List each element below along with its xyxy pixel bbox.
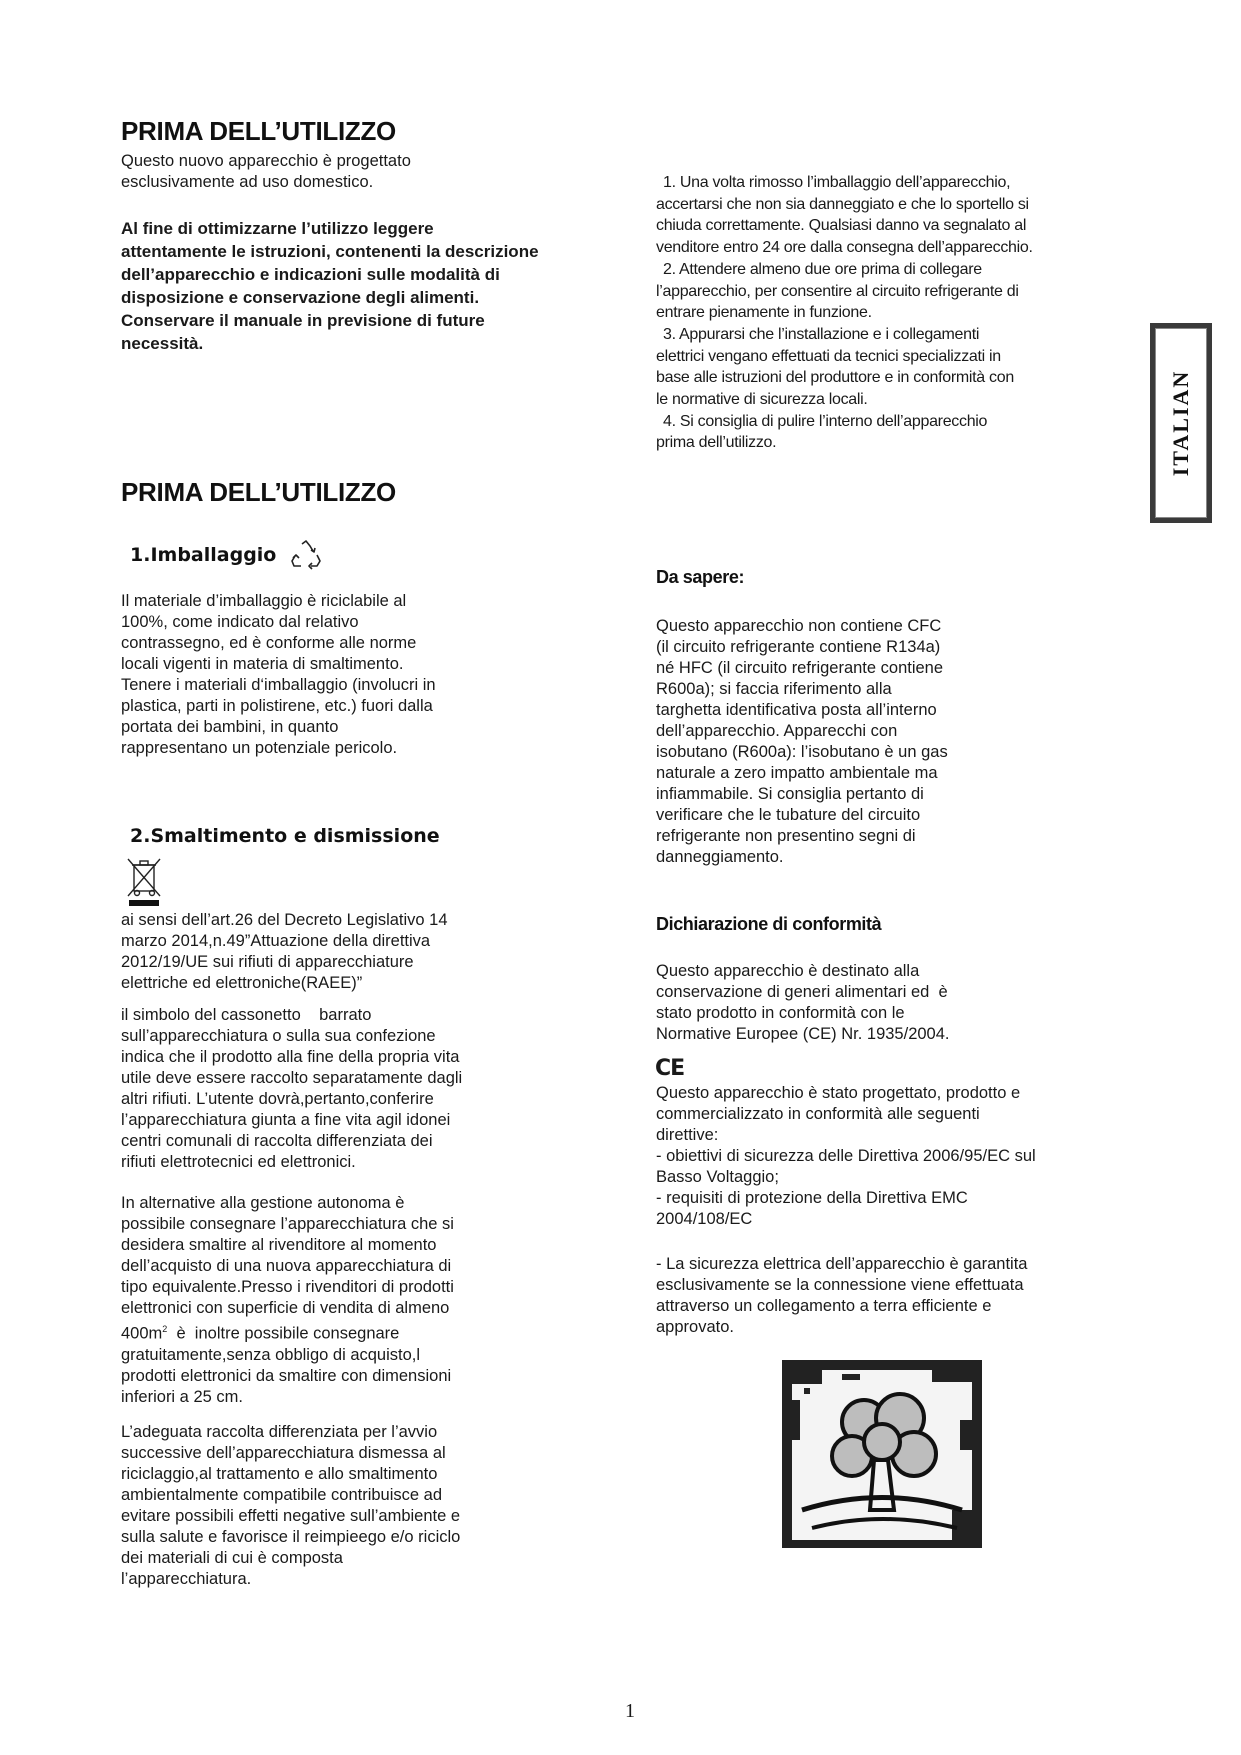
text-line: base alle istruzioni del produttore e in conformità con	[656, 369, 1014, 387]
directive-text	[656, 1083, 1106, 1230]
text-line: Normative Europee (CE) Nr. 1935/2004.	[656, 1025, 950, 1043]
text-line: accertarsi che non sia danneggiato e che lo sportello si	[656, 195, 1029, 213]
text-line: danneggiamento.	[656, 848, 784, 866]
intro-text	[121, 151, 591, 193]
text-line: né HFC (il circuito refrigerante contiene	[656, 659, 944, 677]
heading-number: 1.	[130, 544, 151, 566]
text-line: ai sensi dell’art.26 del Decreto Legislativo 14	[121, 911, 448, 929]
text-line: marzo 2014,n.49”Attuazione della direttiva	[121, 932, 431, 950]
text-line: dei materiali di cui è composta	[121, 1549, 343, 1567]
text-line: plastica, parti in polistirene, etc.) fuori dalla	[121, 697, 433, 715]
text-line: prodotti elettronici da smaltire con dimensioni	[121, 1366, 452, 1385]
text-line: stato prodotto in conformità con le	[656, 1004, 905, 1022]
text-line: necessità.	[121, 334, 204, 353]
text-line: 2. Attendere almeno due ore prima di collegare	[663, 260, 982, 278]
text-line: chiuda correttamente. Qualsiasi danno va segnalato al	[656, 217, 1027, 235]
area-sup: 2	[162, 1324, 168, 1334]
alternative-text	[121, 1193, 601, 1408]
text-line: desidera smaltire al rivenditore al momento	[121, 1236, 437, 1254]
da-sapere-heading: Da sapere:	[656, 567, 745, 587]
text-line: tipo equivalente.Presso i rivenditori di prodotti	[121, 1278, 454, 1296]
language-tab	[1150, 323, 1212, 523]
text-line: Questo nuovo apparecchio è progettato	[121, 152, 411, 170]
text-line: dell’acquisto di una nuova apparecchiatura di	[121, 1257, 452, 1275]
text-line: Il materiale d’imballaggio è riciclabile al	[121, 592, 407, 610]
imballaggio-text	[121, 591, 591, 759]
text-line: elettronici con superficie di vendita di almeno	[121, 1299, 450, 1317]
text-line: indica che il prodotto alla fine della propria vita	[121, 1048, 460, 1066]
conformita-heading: Dichiarazione di conformità	[656, 914, 882, 934]
text-line: successive dell’apparecchiatura dismessa al	[121, 1444, 446, 1462]
text-line: dell’apparecchio e indicazioni sulle modalità di	[121, 265, 500, 284]
heading-text: Smaltimento e dismissione	[150, 825, 440, 847]
text-line: centri comunali di raccolta differenziata dei	[121, 1132, 433, 1150]
text-line: attentamente le istruzioni, contenenti la descrizione	[121, 242, 539, 261]
heading-text: Imballaggio	[150, 544, 277, 566]
crossed-bin-icon	[124, 856, 164, 906]
text-line: 2004/108/EC	[656, 1210, 753, 1228]
text-line: infiammabile. Si consiglia pertanto di	[656, 785, 924, 803]
language-tab-label: ITALIAN	[1168, 369, 1193, 477]
text-line: riciclaggio,al trattamento e allo smaltimento	[121, 1465, 438, 1483]
recycle-icon	[290, 540, 322, 570]
text-line: il simbolo del cassonetto barrato	[121, 1006, 372, 1024]
text-line: commercializzato in conformità alle seguenti	[656, 1105, 980, 1123]
text-line: rifiuti elettrotecnici ed elettronici.	[121, 1153, 356, 1171]
page-title: PRIMA DELL’UTILIZZO	[121, 116, 396, 146]
area-value: 400m	[121, 1324, 163, 1343]
text-line: 1. Una volta rimosso l’imballaggio dell’apparecchio,	[663, 174, 1011, 191]
text-line: esclusivamente ad uso domestico.	[121, 173, 374, 191]
symbol-text	[121, 1005, 601, 1173]
text-line: possibile consegnare l’apparecchiatura che si	[121, 1215, 454, 1233]
text-line: elettriche ed elettroniche(RAEE)”	[121, 974, 363, 992]
text-line: Questo apparecchio è stato progettato, prodotto e	[656, 1084, 1021, 1102]
text-line: venditore entro 24 ore dalla consegna dell’apparecchio.	[656, 239, 1033, 257]
text-line: portata dei bambini, in quanto	[121, 718, 339, 736]
text-line: approvato.	[656, 1318, 734, 1336]
text-line: attraverso un collegamento a terra efficiente e	[656, 1297, 992, 1315]
text-line: - La sicurezza elettrica dell’apparecchio è garantita	[656, 1255, 1028, 1273]
text-line: refrigerante non presentino segni di	[656, 827, 916, 845]
da-sapere-text	[656, 616, 1096, 868]
imballaggio-heading	[130, 544, 276, 566]
text-line: Al fine di ottimizzarne l’utilizzo leggere	[121, 219, 434, 238]
ce-mark: CE	[655, 1056, 685, 1081]
text-line: ambientalmente compatibile contribuisce ad	[121, 1486, 443, 1504]
page-number: 1	[625, 1700, 635, 1722]
text-line: esclusivamente se la connessione viene effettuata	[656, 1276, 1024, 1294]
text-line: le normative di sicurezza locali.	[656, 391, 868, 409]
text-line: isobutano (R600a): l’isobutano è un gas	[656, 743, 948, 761]
text-line: Conservare il manuale in previsione di future	[121, 311, 485, 330]
text-line: targhetta identificativa posta all’interno	[656, 701, 937, 719]
conformita-text	[656, 961, 1096, 1045]
text-line: dell’apparecchio. Apparecchi con	[656, 722, 898, 740]
text-line: rappresentano un potenziale pericolo.	[121, 739, 398, 757]
area-rest: è inoltre possibile consegnare	[167, 1324, 400, 1343]
text-line: direttive:	[656, 1126, 719, 1144]
text-line: l’apparecchiatura giunta a fine vita agil idonei	[121, 1111, 451, 1129]
text-line: gratuitamente,senza obbligo di acquisto,l	[121, 1345, 421, 1364]
text-line: Questo apparecchio non contiene CFC	[656, 617, 942, 635]
text-line: L’adeguata raccolta differenziata per l’avvio	[121, 1423, 438, 1441]
text-line: elettrici vengano effettuati da tecnici specializzati in	[656, 347, 1001, 365]
text-line: prima dell’utilizzo.	[656, 434, 777, 452]
text-line: conservazione di generi alimentari ed è	[656, 983, 948, 1001]
text-line: 2012/19/UE sui rifiuti di apparecchiature	[121, 953, 414, 971]
text-line: naturale a zero impatto ambientale ma	[656, 764, 938, 782]
text-line: 3. Appurarsi che l’installazione e i collegamenti	[663, 325, 980, 343]
text-line: inferiori a 25 cm.	[121, 1387, 243, 1406]
reading-advice	[121, 217, 601, 355]
heading-number: 2.	[130, 825, 151, 847]
text-line: Basso Voltaggio;	[656, 1168, 779, 1186]
text-line: Questo apparecchio è destinato alla	[656, 962, 920, 980]
text-line: contrassegno, ed è conforme alle norme	[121, 634, 417, 652]
decree-text	[121, 910, 601, 994]
section-title: PRIMA DELL’UTILIZZO	[121, 477, 396, 507]
text-line: 4. Si consiglia di pulire l’interno dell’apparecchio	[663, 412, 988, 430]
text-line: entrare pienamente in funzione.	[656, 304, 872, 322]
tree-logo-icon	[782, 1360, 982, 1548]
text-line: R600a); si faccia riferimento alla	[656, 680, 892, 698]
text-line: locali vigenti in materia di smaltimento.	[121, 655, 404, 673]
text-line: l’apparecchiatura.	[121, 1570, 252, 1588]
safety-text	[656, 1254, 1106, 1338]
raccolta-text	[121, 1422, 601, 1590]
text-line: verificare che le tubature del circuito	[656, 806, 921, 824]
text-line: sull’apparecchiatura o sulla sua confezione	[121, 1027, 436, 1045]
text-line: evitare possibili effetti negative sull’ambiente e	[121, 1507, 461, 1525]
installation-steps	[656, 172, 1096, 454]
text-line: l’apparecchio, per consentire al circuito refrigerante di	[656, 282, 1019, 300]
text-line: disposizione e conservazione degli alimenti.	[121, 288, 480, 307]
text-line: 100%, come indicato dal relativo	[121, 613, 359, 631]
text-line: - obiettivi di sicurezza delle Direttiva 2006/95/EC sul	[656, 1147, 1036, 1165]
text-line: utile deve essere raccolto separatamente dagli	[121, 1069, 463, 1087]
area-line	[121, 1319, 601, 1345]
text-line: Tenere i materiali d‘imballaggio (involucri in	[121, 676, 436, 694]
text-line: - requisiti di protezione della Direttiva EMC	[656, 1189, 968, 1207]
text-line: (il circuito refrigerante contiene R134a)	[656, 638, 941, 656]
text-line: sulla salute e favorisce il reimpieego e/o riciclo	[121, 1528, 461, 1546]
smaltimento-heading	[130, 825, 440, 847]
text-line: altri rifiuti. L’utente dovrà,pertanto,conferire	[121, 1090, 434, 1108]
text-line: In alternative alla gestione autonoma è	[121, 1194, 405, 1212]
